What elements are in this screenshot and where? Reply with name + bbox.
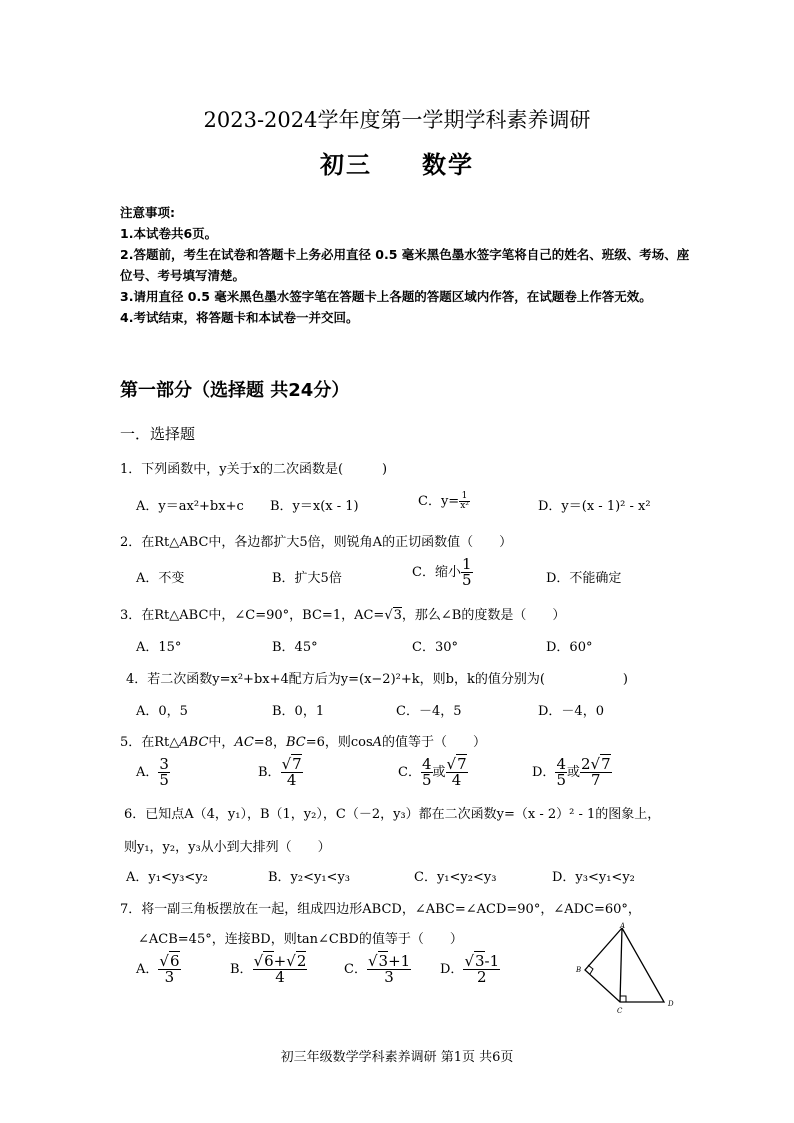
q5-stem-abc: ABC — [179, 735, 209, 750]
q5-stem — [120, 731, 486, 750]
q7-stem-line1: 7．将一副三角板摆放在一起，组成四边形ABCD，∠ABC=∠ACD=90°，∠ADC=60°， — [120, 902, 641, 917]
q7-right-angle-c — [620, 996, 626, 1002]
note-item: 3.请用直径 0.5 毫米黑色墨水签字笔在答题卡上各题的答题区域内作答，在试题卷上作答无效。 — [120, 289, 652, 304]
q7-label-b: B — [576, 966, 582, 974]
q7-a-den: 3 — [164, 968, 175, 986]
q6-option-b: B．y₂<y₁<y₃ — [268, 870, 351, 885]
q1-option-b: B．y＝x(x - 1) — [270, 499, 359, 514]
q2-option-d: D．不能确定 — [546, 571, 622, 586]
q5-d-num1: 4 — [556, 755, 566, 773]
q5-stem-mid3: =6，则cos — [305, 735, 373, 750]
q5-d-den2: 7 — [591, 771, 601, 789]
q7-d-radicand: 3 — [475, 952, 485, 970]
q5-option-d: D． $\frac{4}{5}$ 或 $\frac{2√7}{7}$ — [532, 755, 611, 789]
q7-d-prefix: D． — [440, 962, 464, 977]
q7-b-prefix: B． — [230, 962, 253, 977]
q5-a-prefix: A． — [136, 765, 159, 780]
q2-option-c — [412, 557, 473, 588]
q1-option-c — [418, 490, 470, 511]
q7-d-tail: -1 — [484, 952, 500, 970]
q4-option-a: A．0，5 — [136, 704, 188, 719]
q5-stem-bc: BC — [285, 735, 306, 750]
q5-option-b: B． $\frac{√7}{4}$ — [258, 755, 302, 789]
q7-b-den: 4 — [275, 968, 285, 986]
q5-c-prefix: C． — [398, 765, 421, 780]
q2-c-den: 5 — [461, 571, 472, 589]
q5-option-a — [136, 757, 170, 788]
note-item: 4.考试结束，将答题卡和本试卷一并交回。 — [120, 310, 359, 325]
q6-stem-line1: 6．已知点A（4，y₁），B（1，y₂），C（－2，y₃）都在二次函数y=（x - 2）² - 1的图象上， — [124, 807, 661, 822]
notes-block — [120, 202, 690, 328]
q5-c-den1: 5 — [421, 771, 432, 789]
q2-c-num: 1 — [461, 555, 472, 573]
q7-option-d: D． $\frac{√3-1}{2}$ — [440, 952, 500, 986]
q3-option-a: A．15° — [136, 640, 182, 655]
q5-a-den: 5 — [159, 771, 169, 789]
q6-option-a: A．y₁<y₃<y₂ — [126, 870, 208, 885]
q7-a-prefix: A． — [136, 962, 159, 977]
q2-option-a: A．不变 — [136, 571, 185, 586]
q7-label-c: C — [617, 1007, 623, 1015]
q4-option-c: C．－4，5 — [396, 704, 462, 719]
q6-option-c: C．y₁<y₂<y₃ — [414, 870, 497, 885]
q5-d-or: 或 — [566, 765, 580, 780]
q3-stem: 3．在Rt△ABC中，∠C=90°，BC=1，AC=√3，那么∠B的度数是（ ） — [120, 608, 566, 623]
q7-label-a: A — [620, 922, 626, 930]
q5-stem-mid2: =8， — [253, 735, 286, 750]
q7-quadrilateral-figure — [560, 920, 680, 1020]
q5-b-radicand: 7 — [292, 755, 302, 773]
q5-stem-a: A — [372, 735, 383, 750]
q1-option-d: D．y＝(x - 1)² - x² — [538, 499, 651, 514]
q1-c-prefix: C．y= — [418, 494, 460, 509]
q2-c-prefix: C．缩小 — [412, 565, 461, 580]
grade-label: 初三 — [320, 150, 372, 179]
q5-stem-pre: 5．在Rt△ — [120, 735, 180, 750]
q5-stem-ac: AC — [234, 735, 254, 750]
q3-stem-post: ，那么∠B的度数是（ ） — [401, 608, 566, 623]
q5-d-den1: 5 — [556, 771, 566, 789]
note-item: 2.答题前，考生在试卷和答题卡上务必用直径 0.5 毫米黑色墨水签字笔将自己的姓名、班级、考场、座位号、考号填写清楚。 — [120, 247, 690, 283]
q7-figure-diagonal-ac — [620, 928, 622, 1002]
q7-stem-line2: ∠ACB=45°，连接BD，则tan∠CBD的值等于（ ） — [138, 932, 463, 947]
q3-option-b: B．45° — [272, 640, 318, 655]
q7-figure-outline — [585, 928, 664, 1002]
section-heading: 一．选择题 — [120, 425, 196, 443]
q5-c-num1: 4 — [421, 755, 432, 773]
q7-b-plus: + — [273, 952, 287, 970]
q2-option-b: B．扩大5倍 — [272, 571, 342, 586]
q7-b-radicand2: 2 — [296, 952, 307, 970]
q5-d-radicand: 7 — [601, 755, 611, 773]
q1-c-den: x² — [460, 501, 469, 511]
q5-c-radicand: 7 — [457, 755, 467, 773]
q7-c-den: 3 — [384, 968, 394, 986]
q1-stem: 1．下列函数中，y关于x的二次函数是( ) — [120, 462, 388, 477]
q3-option-c: C．30° — [412, 640, 458, 655]
q7-d-den: 2 — [477, 968, 487, 986]
q5-c-or: 或 — [432, 765, 446, 780]
exam-subtitle — [0, 145, 794, 180]
q7-option-c: C． $\frac{√3+1}{3}$ — [344, 952, 411, 986]
q4-stem: 4．若二次函数y=x²+bx+4配方后为y=(x−2)²+k，则b，k的值分别为( ) — [126, 672, 628, 687]
q5-stem-post: 的值等于（ ） — [382, 735, 487, 750]
q1-option-a: A．y＝ax²+bx+c — [136, 499, 244, 514]
q3-option-d: D．60° — [546, 640, 593, 655]
q3-stem-pre: 3．在Rt△ABC中，∠C=90°，BC=1，AC= — [120, 608, 385, 623]
q7-option-a: A． $\frac{√6}{3}$ — [136, 952, 180, 986]
q7-b-radicand1: 6 — [264, 952, 274, 970]
exam-title: 2023-2024学年度第一学期学科素养调研 — [203, 108, 591, 132]
q7-c-prefix: C． — [344, 962, 367, 977]
notes-heading: 注意事项: — [120, 205, 175, 220]
q7-option-b: B． $\frac{√6+√2}{4}$ — [230, 952, 307, 986]
q7-c-tail: +1 — [388, 952, 411, 970]
q5-d-coef: 2 — [581, 755, 591, 773]
q4-option-b: B．0，1 — [272, 704, 325, 719]
note-item: 1.本试卷共6页。 — [120, 226, 218, 241]
q4-option-d: D．－4，0 — [538, 704, 604, 719]
q5-b-prefix: B． — [258, 765, 281, 780]
q5-a-num: 3 — [159, 755, 169, 773]
q5-option-c: C． $\frac{4}{5}$ 或 $\frac{√7}{4}$ — [398, 755, 467, 789]
q5-d-prefix: D． — [532, 765, 556, 780]
q7-c-radicand: 3 — [378, 952, 389, 970]
q6-option-d: D．y₃<y₁<y₂ — [552, 870, 635, 885]
page-footer: 初三年级数学学科素养调研 第1页 共6页 — [280, 1050, 514, 1065]
q5-stem-mid1: 中， — [208, 735, 235, 750]
q2-stem: 2．在Rt△ABC中，各边都扩大5倍，则锐角A的正切函数值（ ） — [120, 535, 513, 550]
q3-stem-radicand: 3 — [393, 608, 402, 623]
q5-c-den2: 4 — [451, 771, 462, 789]
subject-label: 数学 — [422, 150, 474, 179]
q5-b-den: 4 — [286, 771, 297, 789]
q7-a-radicand: 6 — [169, 952, 180, 970]
q6-stem-line2: 则y₁，y₂，y₃从小到大排列（ ） — [124, 840, 331, 855]
part-heading: 第一部分（选择题 共24分） — [120, 380, 350, 401]
q1-c-num: 1 — [459, 492, 470, 502]
q7-label-d: D — [668, 1000, 674, 1008]
